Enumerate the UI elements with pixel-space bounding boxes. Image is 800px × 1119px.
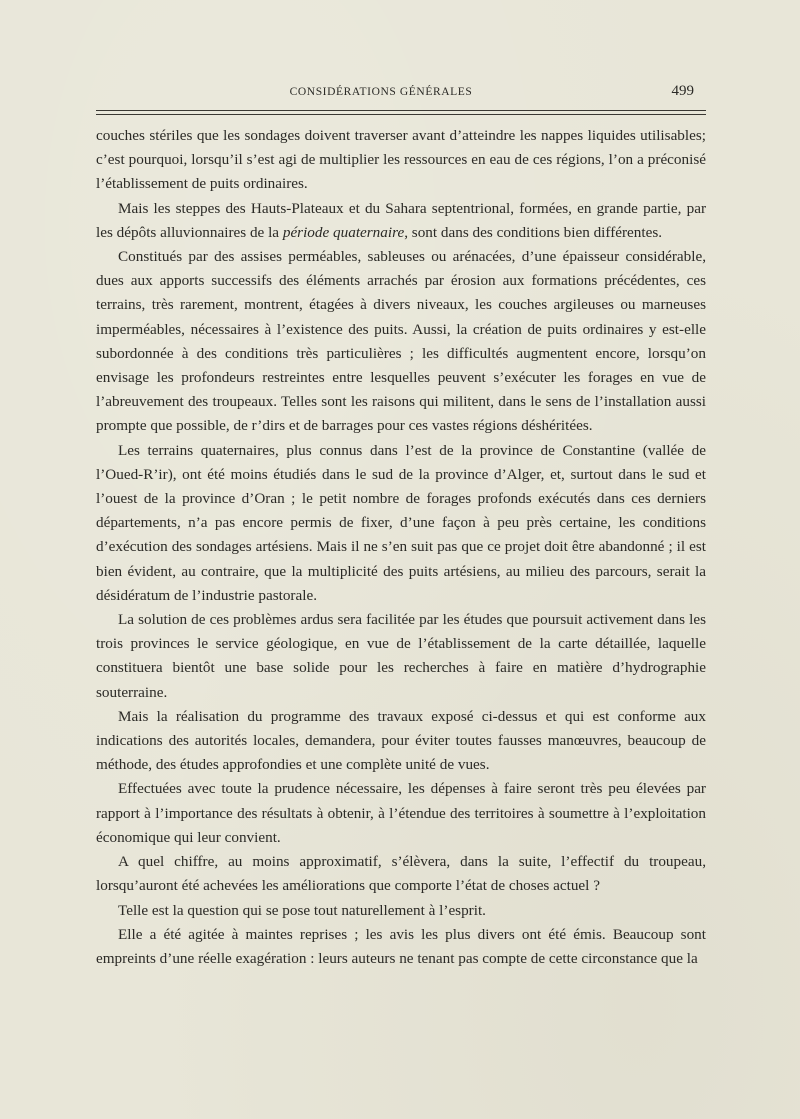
paragraph-steppes: [96, 197, 706, 245]
header-rule-thin: [96, 114, 706, 115]
paragraph-constitues: Constitués par des assises perméables, sableuses ou arénacées, d’une épaisseur considérable, dues aux apports successifs des éléments arrachés par érosion aux formations précédentes, ces terrains, très rarement, montrent, étagées à divers niveaux, les couches argileuses ou marneuses imperméables, nécessaires à l’existence des puits. Aussi, la création de puits ordinaires y est-elle subordonnée à des conditions très particulières ; les difficultés augmentent encore, lorsqu’on envisage les profondeurs restreintes entre lesquelles peuvent s’exécuter les forages en vue de l’abreuvement des troupeaux. Telles sont les raisons qui militent, dans le sens de l’installation aussi prompte que possible, de r’dirs et de barrages pour ces vastes régions déshéritées.: [96, 248, 706, 435]
paragraph-agitee: Elle a été agitée à maintes reprises ; les avis les plus divers ont été émis. Beaucoup sont empreints d’une réelle exagération : leurs auteurs ne tenant pas compte de cette circonstance que la: [96, 925, 706, 967]
page-number: 499: [671, 83, 694, 99]
paragraph-text: Mais les steppes des Hauts-Plateaux et du Sahara septentrional, formées, en grande partie, par les dépôts alluvionnaires de la: [96, 199, 706, 241]
paragraph-continued: couches stériles que les sondages doivent traverser avant d’atteindre les nappes liquides utilisables; c’est pourquoi, lorsqu’il s’est agi de multiplier les ressources en eau de ces régions, l’on a préconisé l’établissement de puits ordinaires.: [96, 127, 706, 193]
running-header: [96, 84, 706, 104]
header-rule-thick: [96, 110, 706, 111]
body-text: [96, 124, 706, 971]
paragraph-realisation: Mais la réalisation du programme des travaux exposé ci-dessus et qui est conforme aux indications des autorités locales, demandera, pour éviter toutes fausses manœuvres, beaucoup de méthode, des études approfondies et une complète unité de vues.: [96, 707, 706, 774]
paragraph-terrains-quaternaires: Les terrains quaternaires, plus connus dans l’est de la province de Constantine (vallée de l’Oued-R’ir), ont été moins étudiés dans le sud de la province d’Alger, et, surtout dans le sud et l’ouest de la province d’Oran ; le petit nombre de forages profonds exécutés dans ces derniers départements, n’a pas encore permis de fixer, d’une façon à peu près certaine, les conditions d’exécution des sondages artésiens. Mais il ne s’en suit pas que ce projet doit être abandonné ; il est bien évident, au contraire, que la multiplicité des puits artésiens, au milieu des parcours, serait la désidératum de l’industrie pastorale.: [96, 441, 706, 604]
italic-term: période quaternaire: [282, 223, 405, 241]
paragraph-solution: La solution de ces problèmes ardus sera facilitée par les études que poursuit activement dans les trois provinces le service géologique, en vue de l’établissement de la carte détaillée, laquelle constituera bientôt une base solide pour les recherches à faire en matière d’hydrographie souterraine.: [96, 611, 706, 701]
paragraph-effectuees: Effectuées avec toute la prudence nécessaire, les dépenses à faire seront très peu élevées par rapport à l’importance des résultats à obtenir, à l’étendue des territoires à soumettre à l’exploitation économique qui leur convient.: [96, 780, 706, 846]
paragraph-quel-chiffre: A quel chiffre, au moins approximatif, s’élèvera, dans la suite, l’effectif du troupeau, lorsqu’auront été achevées les améliorations que comporte l’état de choses actuel ?: [96, 853, 706, 895]
paragraph-question: Telle est la question qui se pose tout naturellement à l’esprit.: [118, 901, 486, 919]
running-title: CONSIDÉRATIONS GÉNÉRALES: [289, 86, 473, 98]
paragraph-text: , sont dans des conditions bien différentes.: [404, 223, 663, 241]
